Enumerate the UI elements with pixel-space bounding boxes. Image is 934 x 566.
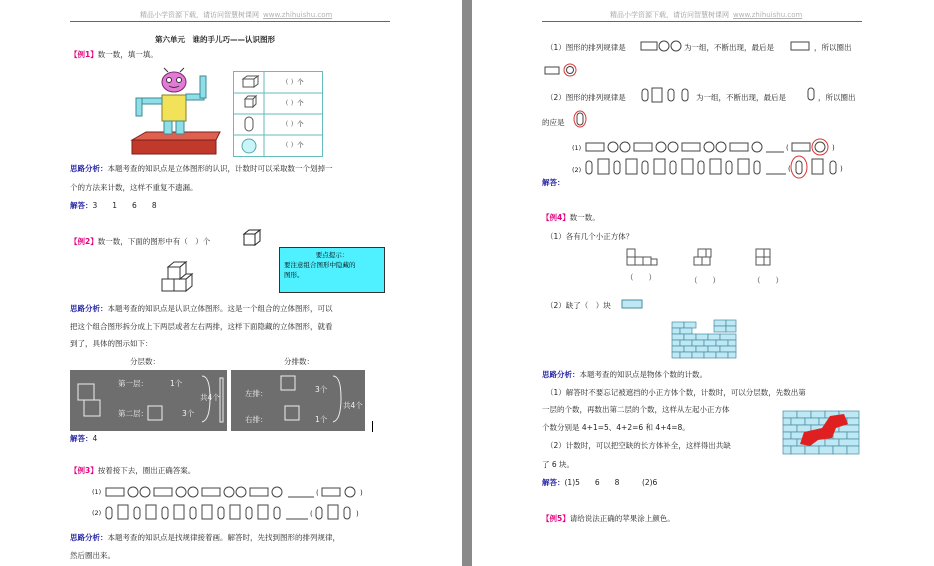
ans-row1-label: (1) [572, 144, 582, 152]
ex4-filled-wall [782, 410, 862, 456]
ex4-analysis [542, 369, 707, 380]
ex1-answer [70, 200, 157, 211]
photo-layers-n2: 3个 [182, 409, 195, 418]
svg-text:(: ( [788, 165, 791, 173]
q1-text-c: ，所以圈出 [814, 43, 852, 52]
unit-title: 第六单元 谁的手儿巧——认识图形 [155, 35, 275, 44]
svg-text:): ) [840, 165, 843, 173]
tip-title: 要点提示： [315, 251, 349, 259]
answer-label-right: 解答： [542, 178, 565, 187]
svg-text:): ) [360, 489, 363, 497]
ex2-analysis-1 [70, 303, 333, 314]
q2-text-c: ，所以圈出 [818, 93, 856, 102]
ex3-analysis-2: 然后圈出来。 [70, 551, 115, 560]
photo-columns [231, 370, 365, 431]
ex4-sub1: （1）各有几个小正方体？ [546, 232, 634, 241]
ex4-p5: 了 6 块。 [542, 460, 575, 469]
right-page [472, 0, 934, 566]
ex5-text: 请给说法正确的苹果涂上颜色。 [569, 514, 675, 523]
ex2-answer [70, 433, 97, 444]
ex1-text: 数一数，填一填。 [97, 50, 158, 59]
ex4-tag: 【例4】 [542, 213, 570, 222]
ex2-text: 数一数，下面的图形中有（ ）个 [97, 237, 211, 246]
q2-answer-shape [573, 110, 587, 128]
ex4-p3: 个数分别是 4+1=5、4+2=6 和 4+4=8。 [542, 423, 690, 432]
ex4-cubes-figures [622, 245, 772, 275]
ex1-analysis-label: 思路分析： [70, 164, 108, 173]
photo-columns-row2: 右排： [245, 415, 268, 424]
ex1-analysis-text-1: 本题考查的知识点是立体图形的认识，计数时可以采取数一个划掉一 [107, 164, 333, 173]
photo-layers-n1: 1个 [170, 379, 183, 388]
q2-text-d: 的应是 [542, 118, 565, 127]
ex3-line [70, 465, 195, 476]
ex2-tag: 【例2】 [70, 237, 98, 246]
header-text-right: 精品小学资源下载，请访问智慧树课网 [610, 11, 729, 19]
robot-illustration [128, 68, 220, 156]
ans-row2-label: (2) [572, 166, 582, 174]
q2-last-shape [806, 86, 816, 102]
page-header-right [610, 10, 802, 20]
ex3-row2-label: (2) [92, 509, 102, 517]
ex4-text: 数一数。 [569, 213, 600, 222]
ex4-sub2: （2）缺了（ ）块 [546, 301, 611, 310]
photo-columns-n1: 3个 [315, 385, 328, 394]
ex4-blank-2[interactable]: （ ） [690, 276, 720, 285]
ex1-analysis-1 [70, 163, 333, 174]
ex4-brick-icon [621, 298, 645, 310]
ex3-analysis-1 [70, 532, 340, 543]
ex1-row-1: （ ）个 [282, 78, 304, 86]
caption-layers: 分层数： [130, 357, 160, 366]
ex3-row1-label: (1) [92, 488, 102, 496]
ex1-row-3: （ ）个 [282, 120, 304, 128]
photo-columns-row1: 左排： [245, 389, 268, 398]
svg-text:): ) [832, 144, 835, 152]
ex2-line [70, 236, 210, 247]
ex1-answer-label: 解答： [70, 201, 93, 210]
photo-layers-row2: 第二层： [118, 409, 148, 418]
ex2-analysis-3: 到了，具体的图示如下： [70, 339, 153, 348]
tip-line-2: 图形。 [284, 271, 304, 279]
photo-columns-n2: 1个 [315, 415, 328, 424]
ex2-answer-text: 4 [92, 434, 98, 443]
header-url[interactable]: www.zhihuishu.com [263, 11, 333, 19]
ex3-analysis-label: 思路分析： [70, 533, 108, 542]
left-page [0, 0, 462, 566]
ex4-analysis-text: 本题考查的知识点是物体个数的计数。 [579, 370, 707, 379]
ex4-answer [542, 477, 657, 488]
ex1-table-lines [234, 72, 322, 156]
svg-text:(: ( [310, 510, 313, 518]
q2-text-a: （2）图形的排列规律是 [546, 93, 626, 102]
ex3-text: 按着接下去，圈出正确答案。 [97, 466, 196, 475]
header-rule-right [542, 21, 862, 22]
ex4-blank-3[interactable]: （ ） [753, 276, 783, 285]
ex5-line [542, 513, 675, 524]
ex2-cubes-figure [160, 258, 202, 294]
ans-row1-shapes [584, 138, 854, 156]
ex3-row1-shapes [104, 485, 374, 499]
svg-text:): ) [356, 510, 359, 518]
header-url-right[interactable]: www.zhihuishu.com [733, 11, 803, 19]
ex1-answer-text: 3 1 6 8 [92, 201, 157, 210]
ex1-table [233, 71, 323, 157]
ex4-line [542, 212, 600, 223]
ex5-tag: 【例5】 [542, 514, 570, 523]
q2-pattern-shapes [640, 86, 696, 104]
photo-columns-total: 共4个 [343, 401, 363, 410]
ex4-p4: （2）计数时，可以把空缺的长方体补全，这样得出共缺 [546, 441, 731, 450]
tip-box [279, 247, 385, 293]
ex2-analysis-text-1: 本题考查的知识点是认识立体图形。这是一个组合的立体图形，可以 [107, 304, 333, 313]
ex4-blank-1[interactable]: （ ） [626, 273, 656, 282]
ex3-row2-shapes [104, 501, 374, 523]
ex2-answer-label: 解答： [70, 434, 93, 443]
ex2-cube-icon [243, 229, 261, 246]
ex1-row-2: （ ）个 [282, 99, 304, 107]
page-header [140, 10, 332, 20]
ex4-answer-label: 解答： [542, 478, 565, 487]
ex3-analysis-text-1: 本题考查的知识点是找规律接着画。解答时，先找到图形的排列规律， [107, 533, 340, 542]
ans-row2-shapes [584, 155, 854, 181]
svg-text:(: ( [786, 144, 789, 152]
ex4-p1: （1）解答时不要忘记被遮挡的小正方体个数，计数时，可以分层数，先数出第 [546, 388, 806, 397]
q2-text-b: 为一组，不断出现，最后是 [696, 93, 786, 102]
header-rule [70, 21, 390, 22]
svg-text:(: ( [316, 489, 319, 497]
header-text: 精品小学资源下载，请访问智慧树课网 [140, 11, 259, 19]
ex4-answer-text: (1)5 6 8 (2)6 [564, 478, 658, 487]
ex1-row-4: （ ）个 [282, 141, 304, 149]
caption-columns: 分排数： [284, 357, 314, 366]
tip-line-1: 要注意组合图形中隐藏的 [284, 261, 356, 269]
q1-text-a: （1）图形的排列规律是 [546, 43, 626, 52]
ex2-analysis-2: 把这个组合图形拆分成上下两层或者左右两排，这样下面隐藏的立体图形，就看 [70, 322, 333, 331]
ex1-analysis-2: 个的方法来计数，这样不重复不遗漏。 [70, 183, 198, 192]
q1-pattern-shapes [640, 40, 684, 52]
photo-layers-row1: 第一层： [118, 379, 148, 388]
ex4-brick-wall [670, 318, 738, 360]
q1-last-shape [790, 40, 812, 52]
ex1-line [70, 49, 158, 60]
ex2-analysis-label: 思路分析： [70, 304, 108, 313]
ex4-p2: 一层的个数，再数出第二层的个数，这样从左起小正方体 [542, 405, 730, 414]
ex1-tag: 【例1】 [70, 50, 98, 59]
ex4-analysis-label: 思路分析： [542, 370, 580, 379]
ex3-tag: 【例3】 [70, 466, 98, 475]
q1-text-b: 为一组，不断出现，最后是 [684, 43, 774, 52]
photo-layers-total: 共4个 [200, 393, 220, 402]
text-cursor [372, 421, 373, 432]
photo-layers [70, 370, 227, 431]
q1-answer-shapes [544, 63, 580, 77]
